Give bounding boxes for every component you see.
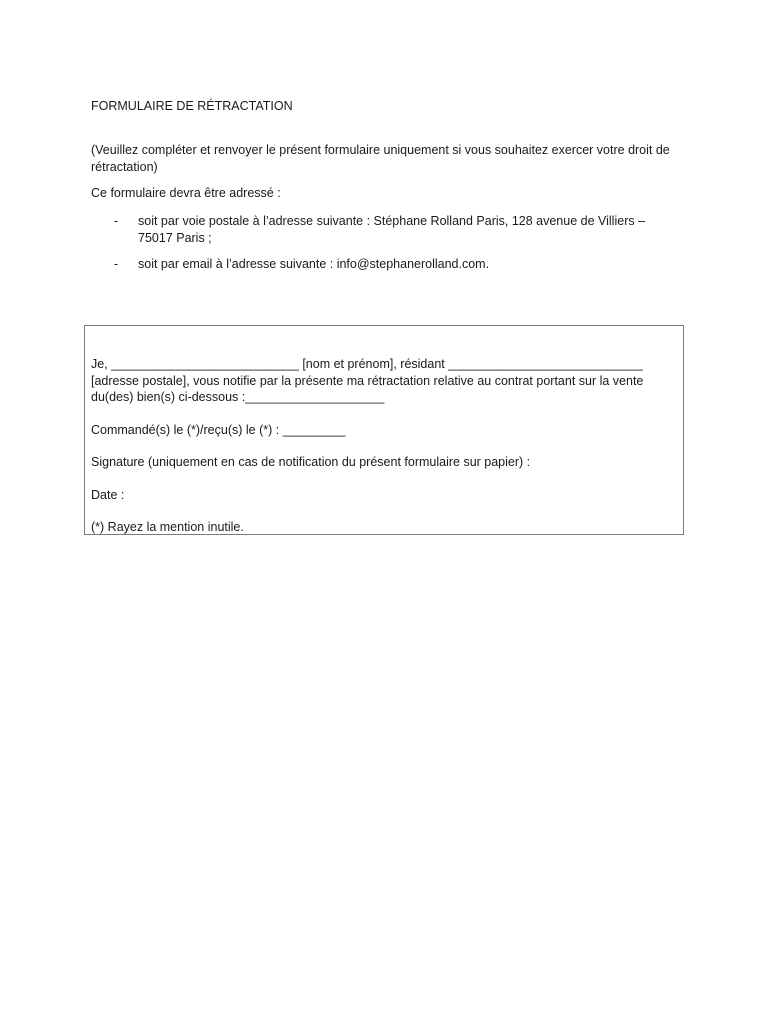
ordered-received-line: Commandé(s) le (*)/reçu(s) le (*) : _________: [91, 422, 346, 437]
postal-address-item: [91, 213, 681, 246]
postal-address-text: soit par voie postale à l’adresse suivante : Stéphane Rolland Paris, 128 avenue de Villiers – 75017 Paris ;: [138, 214, 646, 245]
bullet-dash: -: [114, 257, 119, 271]
address-options-list: [91, 213, 681, 283]
intro-paragraph: (Veuillez compléter et renvoyer le présent formulaire uniquement si vous souhaitez exercer votre droit de rétractation): [91, 143, 670, 174]
email-address-text: soit par email à l’adresse suivante : info@stephanerolland.com.: [138, 257, 490, 271]
signature-line: Signature (uniquement en cas de notification du présent formulaire sur papier) :: [91, 455, 531, 469]
email-address-item: [91, 256, 681, 273]
date-line: Date :: [91, 487, 125, 502]
declaration-text: Je, ___________________________ [nom et prénom], résidant ____________________________ [adresse postale], vous notifie par la présente ma rétractation relative au contrat portant sur la vente du(des) bien(s) ci-dessous :____________________: [91, 357, 644, 404]
footnote-text: (*) Rayez la mention inutile.: [91, 520, 244, 534]
withdrawal-form-box: [84, 325, 684, 535]
bullet-dash: -: [114, 214, 119, 228]
document-title: FORMULAIRE DE RÉTRACTATION: [91, 99, 293, 113]
address-lead-text: Ce formulaire devra être adressé :: [91, 186, 281, 200]
